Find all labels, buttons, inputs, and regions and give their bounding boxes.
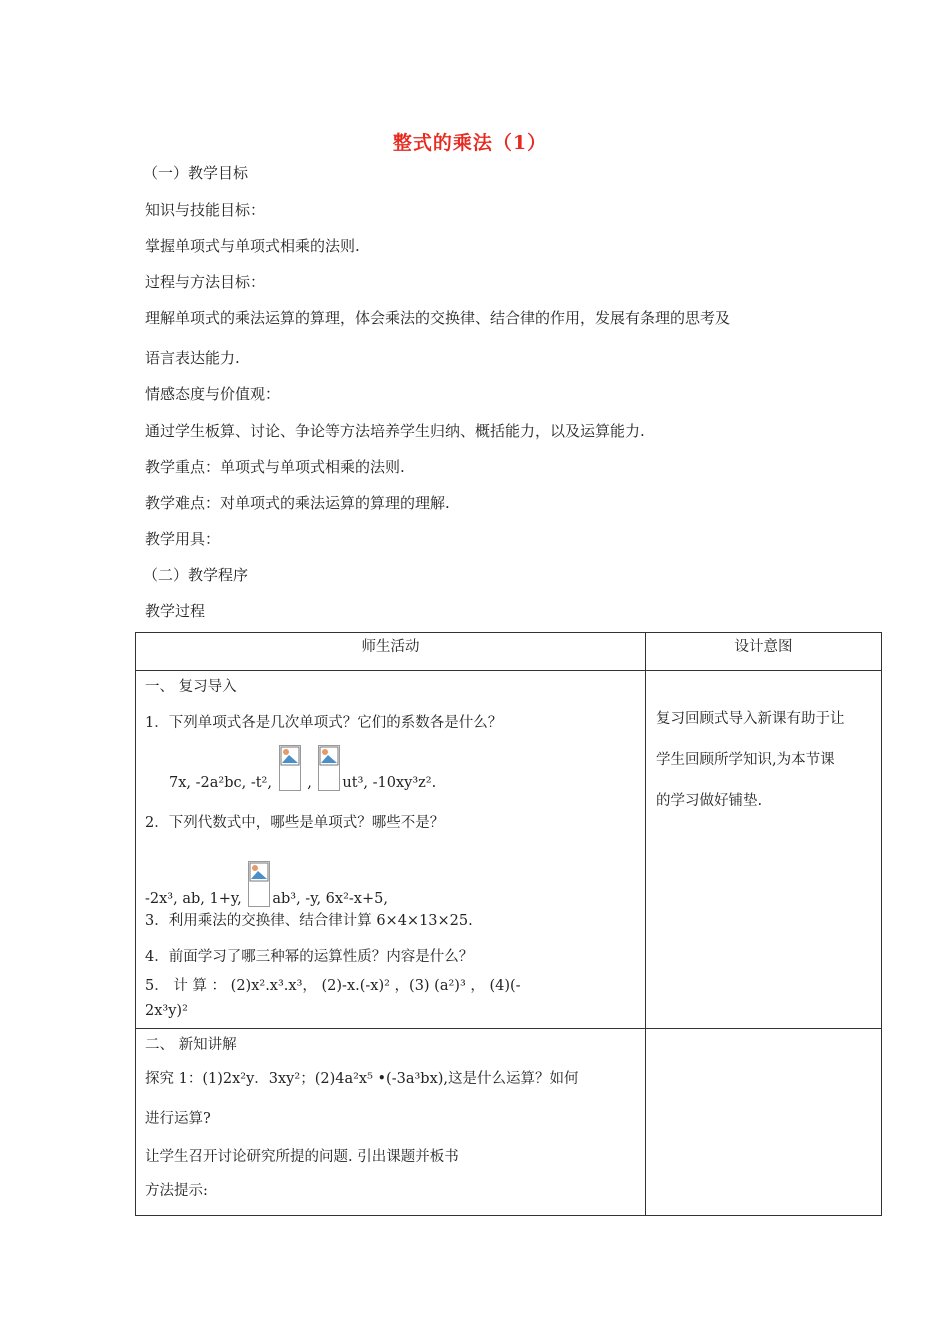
process-text-2: 语言表达能力. xyxy=(145,349,240,367)
row2-hint: 方法提示: xyxy=(145,1183,208,1199)
procedure-heading: （二）教学程序 xyxy=(143,566,249,584)
intent-line-2: 学生回顾所学知识,为本节课 xyxy=(656,752,835,768)
q2-expr-a: -2x³, ab, 1+y, xyxy=(145,891,242,907)
missing-image-icon xyxy=(279,745,301,791)
teaching-process-table xyxy=(135,632,882,1216)
row1-intent-text xyxy=(656,699,845,822)
intent-line-3: 的学习做好铺垫. xyxy=(656,793,763,809)
row2-intent xyxy=(646,1029,882,1216)
page-title: 整式的乘法（1） xyxy=(392,132,548,154)
missing-image-icon xyxy=(318,745,340,791)
q2-expr-b: ab³, -y, 6x²-x+5, xyxy=(272,891,388,907)
table-row xyxy=(136,1029,882,1216)
goal-heading: （一）教学目标 xyxy=(143,164,249,182)
row1-q2-expressions xyxy=(145,861,388,907)
row2-discuss: 让学生召开讨论研究所提的问题. 引出课题并板书 xyxy=(145,1149,459,1165)
q1-expr-b: , xyxy=(307,775,312,791)
tools: 教学用具： xyxy=(145,530,221,548)
process-label: 过程与方法目标： xyxy=(145,273,266,291)
row2-explore-2: 进行运算? xyxy=(145,1111,211,1127)
row2-explore-1: 探究 1：(1)2x²y．3xy²；(2)4a²x⁵ •(-3a³bx),这是什么运算？如何 xyxy=(145,1071,579,1087)
q1-expr-c: ut³, -10xy³z². xyxy=(342,775,437,791)
header-intent: 设计意图 xyxy=(646,633,882,671)
row2-section: 二、 新知讲解 xyxy=(145,1037,237,1053)
knowledge-label: 知识与技能目标： xyxy=(145,201,266,219)
row1-activities xyxy=(136,671,646,1029)
process-heading: 教学过程 xyxy=(145,602,206,620)
intent-line-1: 复习回顾式导入新课有助于让 xyxy=(656,711,845,727)
row1-q5-line1: 5． 计 算 ： (2)x².x³.x³， (2)-x.(-x)² ，(3) (a²)³ ， (4)(- xyxy=(145,978,521,994)
emotion-text: 通过学生板算、讨论、争论等方法培养学生归纳、概括能力，以及运算能力. xyxy=(145,422,645,440)
table-header-row xyxy=(136,633,882,671)
row1-section: 一、 复习导入 xyxy=(145,679,237,695)
row1-q5-line2: 2x³y)² xyxy=(145,1003,188,1019)
row1-q2: 2．下列代数式中，哪些是单项式？哪些不是？ xyxy=(145,815,445,831)
process-text-1: 理解单项式的乘法运算的算理，体会乘法的交换律、结合律的作用，发展有条理的思考及 xyxy=(145,309,731,327)
q1-expr-a: 7x, -2a²bc, -t², xyxy=(169,775,272,791)
key-point: 教学重点：单项式与单项式相乘的法则. xyxy=(145,458,405,476)
table-row xyxy=(136,671,882,1029)
row1-q4: 4．前面学习了哪三种幂的运算性质？内容是什么？ xyxy=(145,949,474,965)
knowledge-text: 掌握单项式与单项式相乘的法则. xyxy=(145,237,360,255)
emotion-label: 情感态度与价值观： xyxy=(145,385,281,403)
row1-q1-expressions xyxy=(169,745,436,791)
row1-intent xyxy=(646,671,882,1029)
difficulty: 教学难点：对单项式的乘法运算的算理的理解. xyxy=(145,494,450,512)
row2-activities xyxy=(136,1029,646,1216)
row1-q3: 3．利用乘法的交换律、结合律计算 6×4×13×25. xyxy=(145,913,473,929)
missing-image-icon xyxy=(248,861,270,907)
header-activities: 师生活动 xyxy=(136,633,646,671)
row1-q1: 1．下列单项式各是几次单项式？它们的系数各是什么？ xyxy=(145,715,503,731)
